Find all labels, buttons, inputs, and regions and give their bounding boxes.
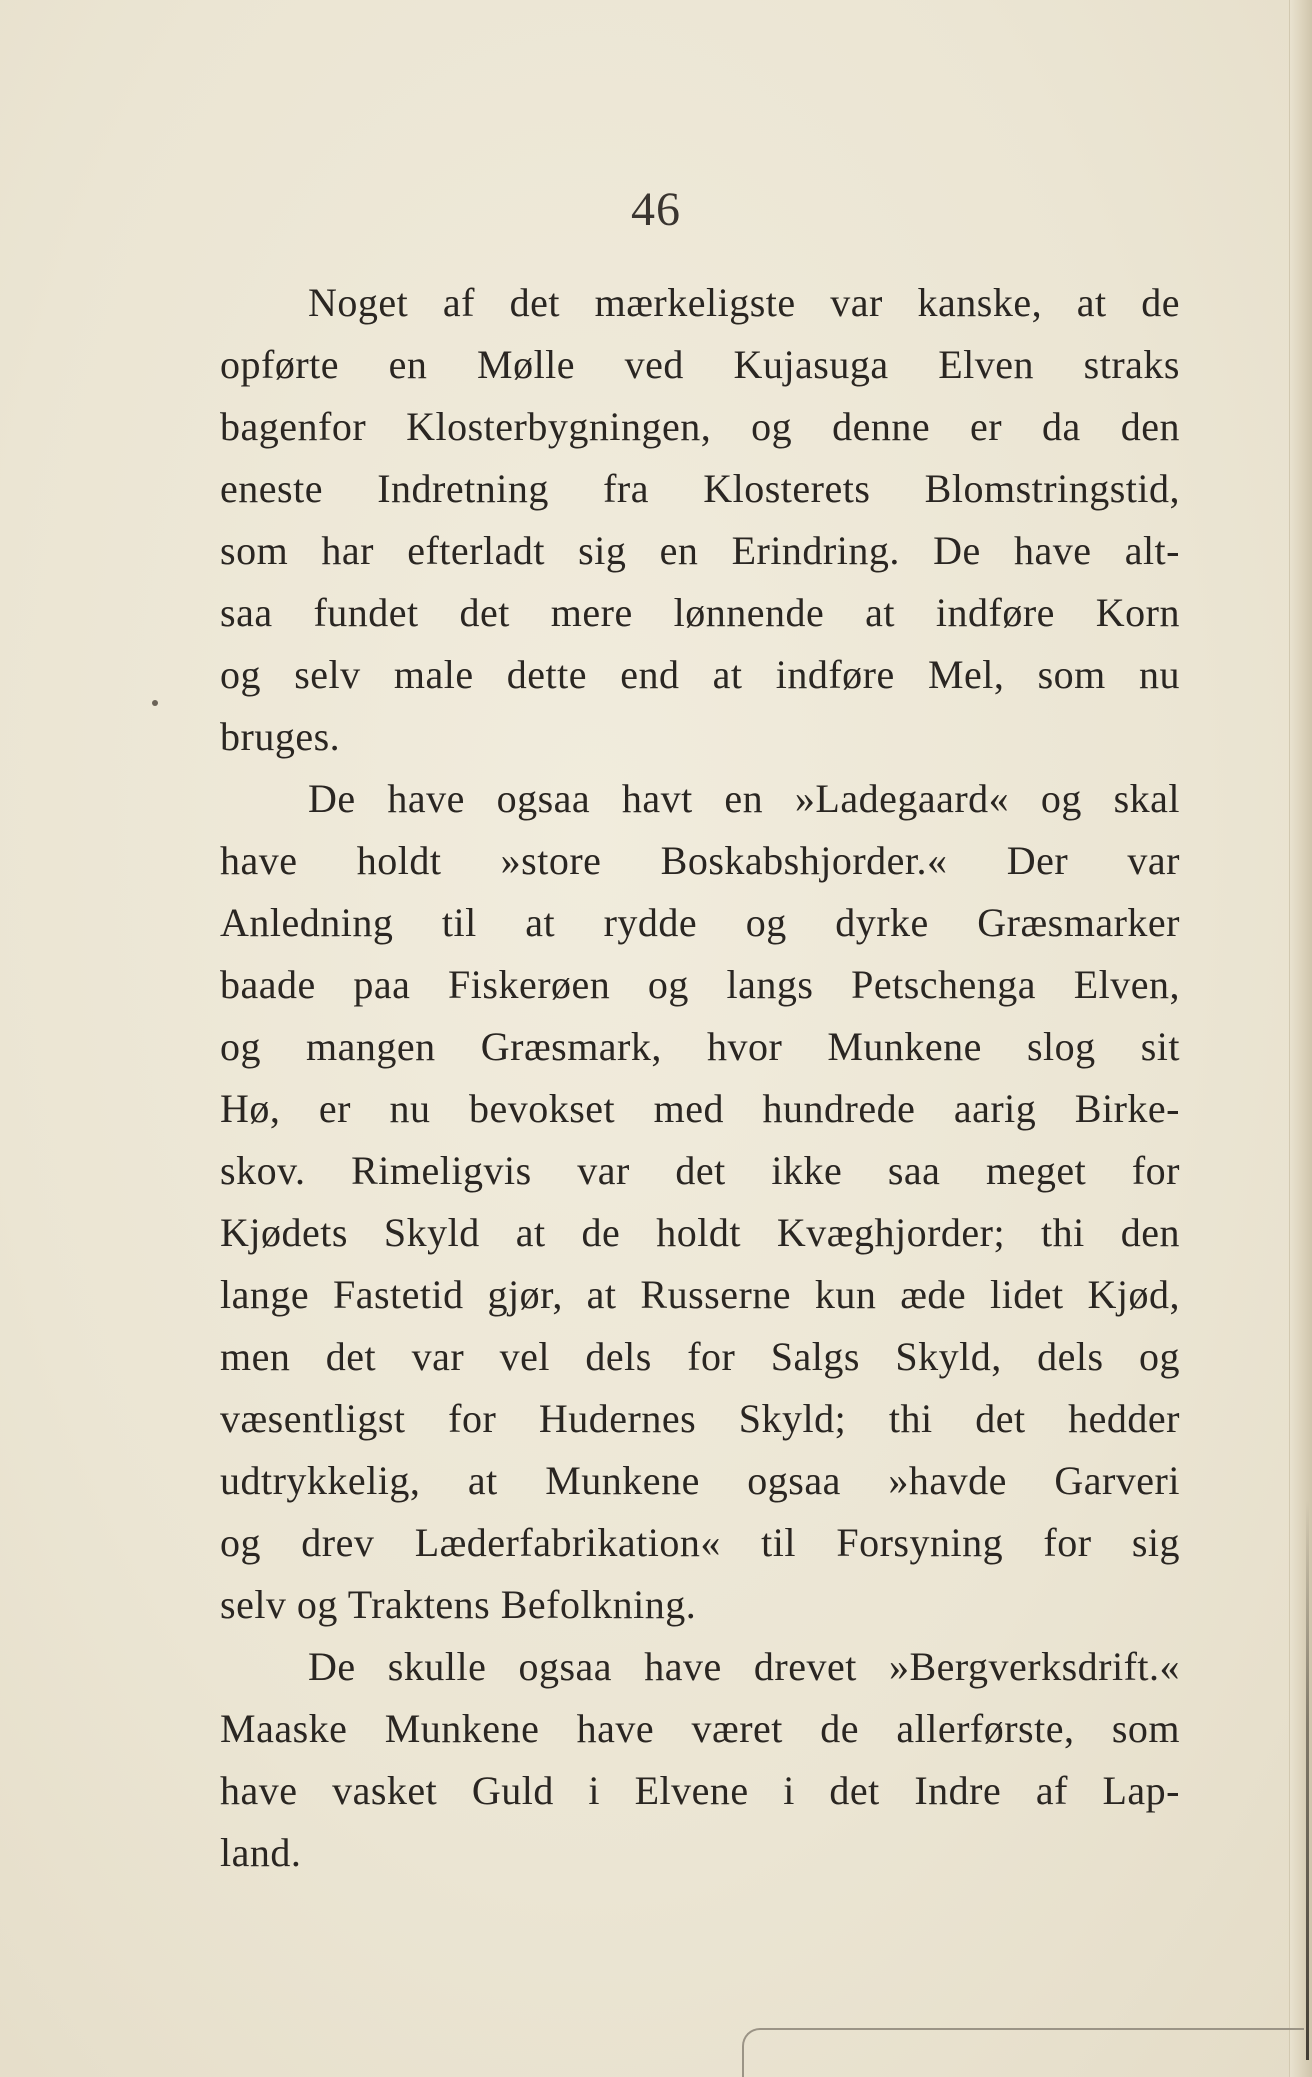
stray-ink-mark: [152, 700, 158, 706]
text-line: Maaske Munkene have været de allerførste, som: [220, 1706, 1180, 1751]
text-line: have holdt »store Boskabshjorder.« Der var: [220, 838, 1180, 883]
page-edge-line: [1306, 1500, 1309, 2060]
text-line: skov. Rimeligvis var det ikke saa meget for: [220, 1148, 1180, 1193]
text-line: bagenfor Klosterbygningen, og denne er da den: [220, 404, 1180, 449]
text-line: Kjødets Skyld at de holdt Kvæghjorder; thi den: [220, 1210, 1180, 1255]
body-text: [220, 272, 1180, 1884]
page-corner-curl: [742, 2028, 1304, 2077]
text-line: baade paa Fiskerøen og langs Petschenga Elven,: [220, 962, 1180, 1007]
text-line: selv og Traktens Befolkning.: [220, 1582, 697, 1627]
text-line: opførte en Mølle ved Kujasuga Elven straks: [220, 342, 1180, 387]
text-line: væsentligst for Hudernes Skyld; thi det hedder: [220, 1396, 1180, 1441]
page-edge-shadow: [1289, 0, 1312, 2077]
page-number: 46: [631, 183, 681, 236]
text-line: lange Fastetid gjør, at Russerne kun æde lidet Kjød,: [220, 1272, 1180, 1317]
text-line: og mangen Græsmark, hvor Munkene slog sit: [220, 1024, 1180, 1069]
text-line: bruges.: [220, 714, 341, 759]
text-line: og selv male dette end at indføre Mel, som nu: [220, 652, 1180, 697]
text-line: De have ogsaa havt en »Ladegaard« og skal: [308, 776, 1180, 821]
text-line: Hø, er nu bevokset med hundrede aarig Birke-: [220, 1086, 1180, 1131]
text-line: De skulle ogsaa have drevet »Bergverksdrift.«: [308, 1644, 1180, 1689]
text-line: udtrykkelig, at Munkene ogsaa »havde Garveri: [220, 1458, 1180, 1503]
text-line: eneste Indretning fra Klosterets Blomstringstid,: [220, 466, 1180, 511]
text-line: og drev Læderfabrikation« til Forsyning for sig: [220, 1520, 1180, 1565]
text-line: som har efterladt sig en Erindring. De have alt-: [220, 528, 1180, 573]
text-line: Noget af det mærkeligste var kanske, at de: [308, 280, 1180, 325]
text-line: land.: [220, 1830, 302, 1875]
text-line: saa fundet det mere lønnende at indføre Korn: [220, 590, 1180, 635]
text-line: Anledning til at rydde og dyrke Græsmarker: [220, 900, 1180, 945]
text-line: have vasket Guld i Elvene i det Indre af Lap-: [220, 1768, 1180, 1813]
text-line: men det var vel dels for Salgs Skyld, dels og: [220, 1334, 1180, 1379]
